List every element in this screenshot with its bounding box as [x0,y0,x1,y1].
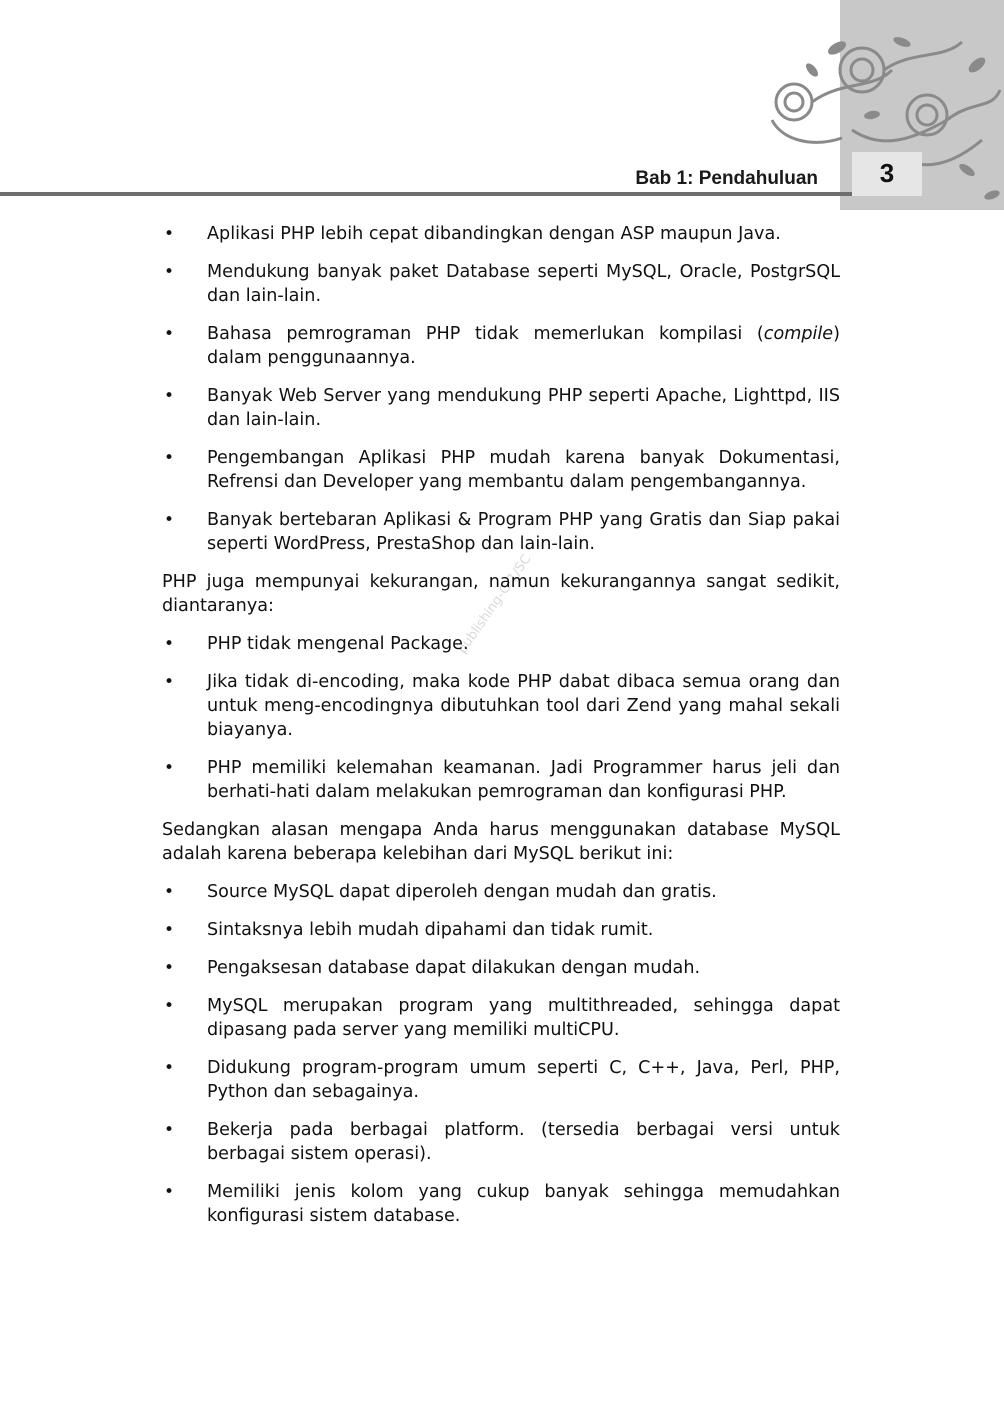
list-item: • Bekerja pada berbagai platform. (tersedia berbagai versi untuk berbagai sistem operasi). [162,1118,840,1166]
list-item: • Banyak bertebaran Aplikasi & Program PHP yang Gratis dan Siap pakai seperti WordPress, PrestaShop dan lain-lain. [162,508,840,556]
list-item: • Bahasa pemrograman PHP tidak memerlukan kompilasi (compile) dalam penggunaannya. [162,322,840,370]
list-item: • Pengaksesan database dapat dilakukan dengan mudah. [162,956,840,980]
page-number: 3 [879,158,895,188]
list-item: • PHP tidak mengenal Package. [162,632,840,656]
watermark: publishing-G-1/SC [455,552,535,657]
header-rule [0,192,852,196]
list-item: • PHP memiliki kelemahan keamanan. Jadi Programmer harus jeli dan berhati-hati dalam melakukan pemrograman dan konfigurasi PHP. [162,756,840,804]
mysql-advantages-list [162,880,840,1228]
list-item: • MySQL merupakan program yang multithreaded, sehingga dapat dipasang pada server yang memiliki multiCPU. [162,994,840,1042]
php-drawbacks-intro: PHP juga mempunyai kekurangan, namun kekurangannya sangat sedikit, diantaranya: [162,572,840,616]
php-drawbacks-list [162,632,840,804]
mysql-intro: Sedangkan alasan mengapa Anda harus menggunakan database MySQL adalah karena beberapa kelebihan dari MySQL berikut ini: [162,820,840,864]
list-item: • Pengembangan Aplikasi PHP mudah karena banyak Dokumentasi, Refrensi dan Developer yang membantu dalam pengembangannya. [162,446,840,494]
page-body [162,222,840,1242]
php-advantages-list [162,222,840,556]
list-item: • Sintaksnya lebih mudah dipahami dan tidak rumit. [162,918,840,942]
list-item: • Aplikasi PHP lebih cepat dibandingkan dengan ASP maupun Java. [162,222,840,246]
list-item: • Source MySQL dapat diperoleh dengan mudah dan gratis. [162,880,840,904]
list-item: • Jika tidak di-encoding, maka kode PHP dabat dibaca semua orang dan untuk meng-encodingnya dibutuhkan tool dari Zend yang mahal sekali biayanya. [162,670,840,742]
chapter-title: Bab 1: Pendahuluan [635,168,818,189]
list-item: • Mendukung banyak paket Database seperti MySQL, Oracle, PostgrSQL dan lain-lain. [162,260,840,308]
list-item: • Didukung program-program umum seperti C, C++, Java, Perl, PHP, Python dan sebagainya. [162,1056,840,1104]
list-item: • Memiliki jenis kolom yang cukup banyak sehingga memudahkan konfigurasi sistem database. [162,1180,840,1228]
list-item: • Banyak Web Server yang mendukung PHP seperti Apache, Lighttpd, IIS dan lain-lain. [162,384,840,432]
